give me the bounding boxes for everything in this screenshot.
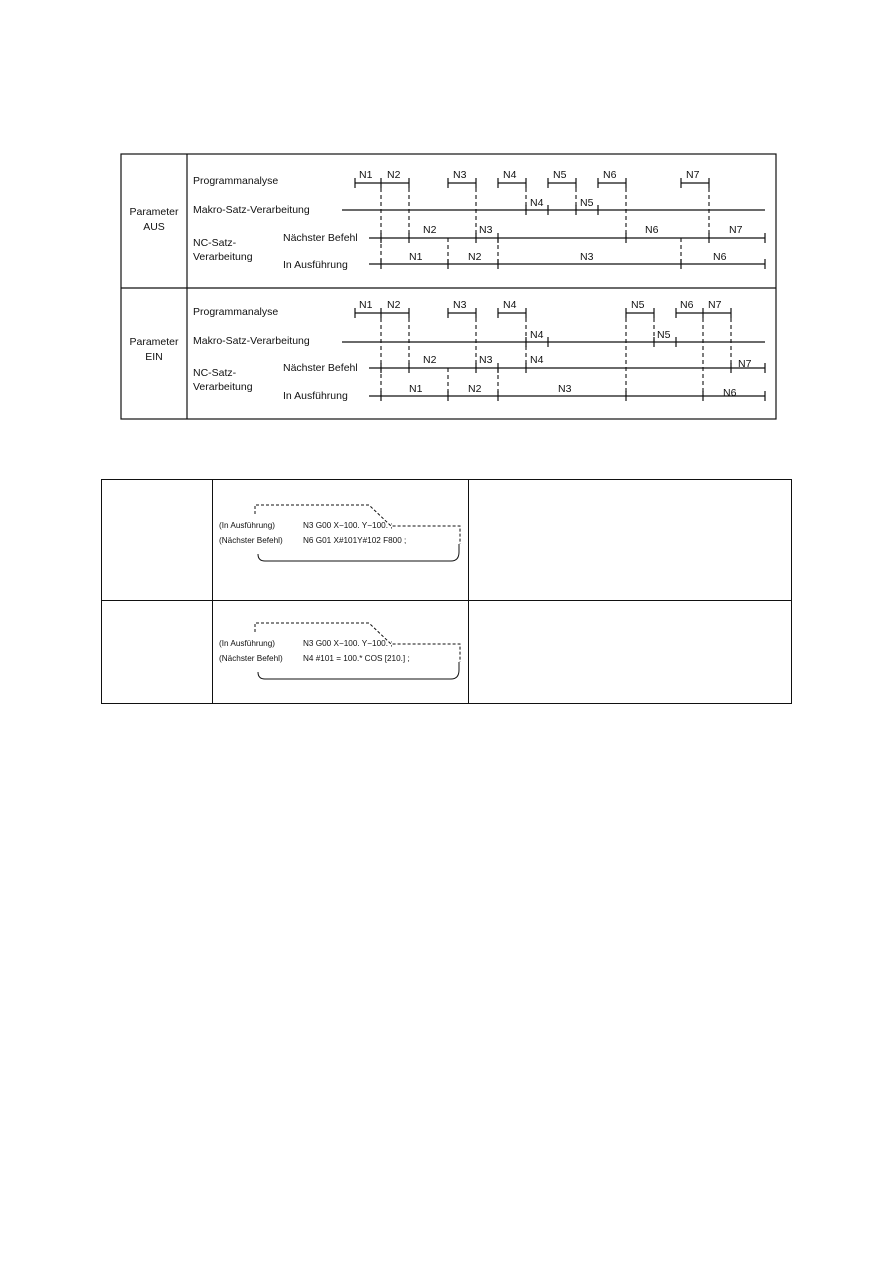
s2-makro-n5: N5: [657, 329, 671, 341]
row2-code-line-1: N3 G00 X−100. Y−100. ;: [303, 639, 393, 648]
row1-code-line-1: N3 G00 X−100. Y−100. ;: [303, 521, 393, 530]
s1-prog-n2: N2: [387, 169, 401, 181]
s1-makro-n5: N5: [580, 197, 594, 209]
s2-exec-n1: N1: [409, 383, 423, 395]
section1-next-row-label: Nächster Befehl: [283, 232, 358, 244]
timing-diagram: [0, 0, 893, 470]
section2-exec-row-label: In Ausführung: [283, 390, 348, 402]
s1-prog-n7: N7: [686, 169, 700, 181]
row1-code-line-2: N6 G01 X#101Y#102 F800 ;: [303, 536, 407, 545]
section1-exec-row: [369, 259, 765, 269]
section1-prog-row-label: Programmanalyse: [193, 175, 279, 187]
section2-makro-row: [342, 337, 765, 347]
s1-next-n6: N6: [645, 224, 659, 236]
s1-exec-n6: N6: [713, 251, 727, 263]
section1-makro-row: [342, 205, 765, 215]
s1-prog-n6: N6: [603, 169, 617, 181]
s2-prog-n7: N7: [708, 299, 722, 311]
s1-prog-n1: N1: [359, 169, 373, 181]
s1-prog-n5: N5: [553, 169, 567, 181]
table-row-divider: [102, 600, 791, 601]
section1-makro-row-label: Makro-Satz-Verarbeitung: [193, 204, 310, 216]
s2-prog-n2: N2: [387, 299, 401, 311]
s2-prog-n5: N5: [631, 299, 645, 311]
table-row-1-codebox: [219, 502, 464, 568]
s1-exec-n2: N2: [468, 251, 482, 263]
s1-prog-n3: N3: [453, 169, 467, 181]
section1-prog-row: [355, 178, 709, 188]
section2-nc-row-label-2: Verarbeitung: [193, 381, 253, 393]
table-col-divider-2: [468, 480, 469, 703]
section1-nc-row-label-2: Verarbeitung: [193, 251, 253, 263]
table-col-divider-1: [212, 480, 213, 703]
section1-nc-row-label-1: NC-Satz-: [193, 237, 237, 249]
row2-in-ausfuehrung-label: (In Ausführung): [219, 639, 275, 648]
section2-nc-row-label-1: NC-Satz-: [193, 367, 237, 379]
s1-prog-n4: N4: [503, 169, 517, 181]
section2-param-label: Parameter: [129, 336, 179, 348]
section2-makro-row-label: Makro-Satz-Verarbeitung: [193, 335, 310, 347]
s2-next-n7: N7: [738, 358, 752, 370]
s2-exec-n2: N2: [468, 383, 482, 395]
s2-next-n4: N4: [530, 354, 544, 366]
s2-exec-n6: N6: [723, 387, 737, 399]
s1-next-n3: N3: [479, 224, 493, 236]
example-table: [101, 479, 792, 704]
s2-prog-n3: N3: [453, 299, 467, 311]
section2-prog-row: [355, 308, 731, 318]
s1-exec-n3: N3: [580, 251, 594, 263]
s2-makro-n4: N4: [530, 329, 544, 341]
row2-code-line-2: N4 #101 = 100.* COS [210.] ;: [303, 654, 410, 663]
s1-next-n7: N7: [729, 224, 743, 236]
row1-in-ausfuehrung-label: (In Ausführung): [219, 521, 275, 530]
row2-bracket: [219, 620, 464, 686]
section1-param-label: Parameter: [129, 206, 179, 218]
section2-next-row-label: Nächster Befehl: [283, 362, 358, 374]
section1-state-label: AUS: [143, 221, 165, 233]
s2-prog-n1: N1: [359, 299, 373, 311]
section2-prog-row-label: Programmanalyse: [193, 306, 279, 318]
s1-makro-n4: N4: [530, 197, 544, 209]
section2-state-label: EIN: [145, 351, 163, 363]
s2-next-n3: N3: [479, 354, 493, 366]
row1-naechster-label: (Nächster Befehl): [219, 536, 283, 545]
row2-naechster-label: (Nächster Befehl): [219, 654, 283, 663]
s2-exec-n3: N3: [558, 383, 572, 395]
row1-bracket: [219, 502, 464, 568]
s2-next-n2: N2: [423, 354, 437, 366]
section1-exec-row-label: In Ausführung: [283, 259, 348, 271]
diagram-frame: [121, 154, 776, 419]
s1-next-n2: N2: [423, 224, 437, 236]
s2-prog-n4: N4: [503, 299, 517, 311]
s1-exec-n1: N1: [409, 251, 423, 263]
s2-prog-n6: N6: [680, 299, 694, 311]
table-row-2-codebox: [219, 620, 464, 686]
